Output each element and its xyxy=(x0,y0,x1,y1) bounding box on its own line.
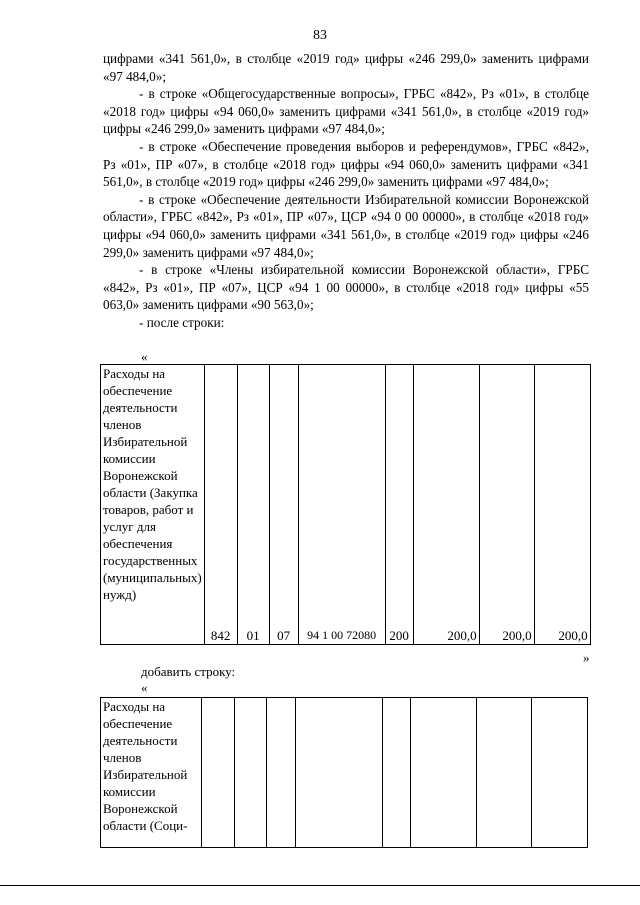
table-row xyxy=(101,365,591,645)
paragraph-3: - в строке «Обеспечение проведения выборов и референдумов», ГРБС «842», Рз «01», ПР «07», в столбце «2018 год» цифры «94 060,0» заменить цифрами «341 561,0», в столбце «2019 год» цифры «246 299,0» заменить цифрами «97 484,0»; xyxy=(103,138,589,190)
page-bottom-divider xyxy=(0,885,640,886)
table-row xyxy=(101,698,588,848)
vr-cell: 200 xyxy=(385,365,413,645)
paragraph-2: - в строке «Общегосударственные вопросы», ГРБС «842», Рз «01», в столбце «2018 год» цифры «94 060,0» заменить цифрами «341 561,0», в столбце «2019 год» цифры «246 299,0» заменить цифрами «97 484,0»; xyxy=(103,86,589,137)
body-text xyxy=(103,50,589,332)
paragraph-4: - в строке «Обеспечение деятельности Избирательной комиссии Воронежской области», ГРБС «842», Рз «01», ПР «07», ЦСР «94 0 00 00000», в столбце «2018 год» цифры «94 060,0» заменить цифрами «341 561,0», в столбце «2019 год» цифры «246 299,0» заменить цифрами «97 484,0»; xyxy=(103,191,589,260)
year-2018-cell: 200,0 xyxy=(479,365,534,645)
open-quote-1: « xyxy=(141,349,148,364)
open-quote-2: « xyxy=(141,680,148,695)
page-number: 83 xyxy=(313,28,327,43)
add-row-instruction: добавить строку: xyxy=(141,664,236,679)
csr-cell: 94 1 00 72080 xyxy=(298,365,385,645)
close-quote: » xyxy=(583,650,590,665)
grbs-cell: 842 xyxy=(204,365,237,645)
table-new-row xyxy=(100,697,588,848)
row-name-cell: Расходы на обеспечение деятельности членов Избирательной комиссии Воронежской области (Закупка товаров, работ и услуг для обеспечения государственных (муниципальных) нужд) xyxy=(101,365,205,645)
rz-cell: 01 xyxy=(237,365,269,645)
paragraph-1: цифрами «341 561,0», в столбце «2019 год» цифры «246 299,0» заменить цифрами «97 484,0»; xyxy=(103,51,589,84)
paragraph-6: - после строки: xyxy=(139,314,225,330)
row-name-cell: Расходы на обеспечение деятельности членов Избирательной комиссии Воронежской области (Соци- xyxy=(101,698,202,848)
pr-cell: 07 xyxy=(269,365,298,645)
year-2019-cell: 200,0 xyxy=(534,365,590,645)
table-existing-row xyxy=(100,364,591,645)
paragraph-5: - в строке «Члены избирательной комиссии Воронежской области», ГРБС «842», Рз «01», ПР «07», ЦСР «94 1 00 00000», в столбце «2018 год» цифры «55 063,0» заменить цифрами «90 563,0»; xyxy=(103,262,589,313)
year-2017-cell: 200,0 xyxy=(413,365,479,645)
